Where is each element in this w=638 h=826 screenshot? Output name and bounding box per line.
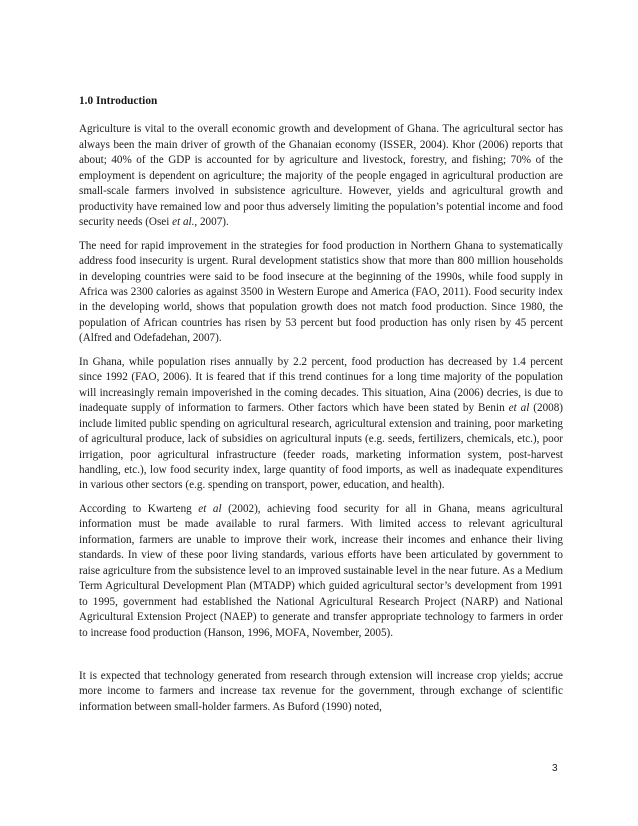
paragraph (79, 239, 563, 347)
paragraph (79, 355, 563, 494)
paragraph (79, 502, 563, 641)
text-run: , 2007). (194, 216, 229, 229)
text-run: According to Kwarteng (79, 502, 199, 515)
italic-text-run: et al (508, 402, 530, 415)
text-run: (2008) include limited public spending on agricultural research, agricultural extension and training, poor marketing of agricultural produce, lack of subsidies on agricultural inputs (e.g. seeds, fertilizers, chemicals, etc.), poor irrigation, poor agricultural infrastructure (feeder roads, marketing information system, post-harvest handling, etc.), low food security index, large quantity of food imports, as well as inadequate expenditures in various other sectors (e.g. spending on transport, power, education, and health). (79, 402, 563, 492)
text-run: (2002), achieving food security for all in Ghana, means agricultural information must be made available to rural farmers. With limited access to relevant agricultural information, farmers are unable to improve their work, increase their incomes and enhance their living standards. In view of these poor living standards, various efforts have been articulated by government to raise agriculture from the subsistence level to an improved sustainable level in the near future. As a Medium Term Agricultural Development Plan (MTADP) which guided agricultural sector’s development from 1991 to 1995, government had established the National Agricultural Research Project (NARP) and National Agricultural Extension Project (NAEP) to generate and transfer appropriate technology to farmers in order to increase food production (Hanson, 1996, MOFA, November, 2005). (79, 502, 564, 639)
text-run: It is expected that technology generated from research through extension will increase crop yields; accrue more income to farmers and increase tax revenue for the government, through exchange of scientific information between small-holder farmers. As Buford (1990) noted, (79, 669, 563, 713)
text-run: The need for rapid improvement in the strategies for food production in Northern Ghana to systematically address food insecurity is urgent. Rural development statistics show that more than 800 million households in developing countries were said to be food insecure at the beginning of the 1990s, while food supply in Africa was 2300 calories as against 3500 in Western Europe and America (FAO, 2011). Food security index in the developing world, shows that population growth does not match food production. Since 1980, the population of African countries has risen by 53 percent but food production has only risen by 45 percent (Alfred and Odefadehan, 2007). (79, 239, 563, 345)
text-run: Agriculture is vital to the overall economic growth and development of Ghana. The agricultural sector has always been the main driver of growth of the Ghanaian economy (ISSER, 2004). Khor (2006) reports that about; 40% of the GDP is accounted for by agriculture and livestock, forestry, and fishing; 70% of the employment is dependent on agriculture; the majority of the people engaged in agricultural production are small-scale farmers involved in subsistence agriculture. However, yields and agricultural growth and productivity have remained low and poor thus adversely limiting the population’s potential income and food security needs (Osei (79, 123, 563, 229)
page-number: 3 (552, 763, 558, 774)
text-run: In Ghana, while population rises annually by 2.2 percent, food production has decreased by 1.4 percent since 1992 (FAO, 2006). It is feared that if this trend continues for a long time majority of the population will increasingly remain impoverished in the coming decades. This situation, Aina (2006) decries, is due to inadequate supply of information to farmers. Other factors which have been stated by Benin (79, 355, 563, 415)
italic-text-run: et al (198, 502, 222, 515)
section-heading: 1.0 Introduction (79, 95, 158, 107)
paragraph (79, 122, 563, 230)
italic-text-run: et al. (172, 216, 195, 229)
paragraph (79, 669, 563, 715)
page-body (79, 94, 563, 723)
